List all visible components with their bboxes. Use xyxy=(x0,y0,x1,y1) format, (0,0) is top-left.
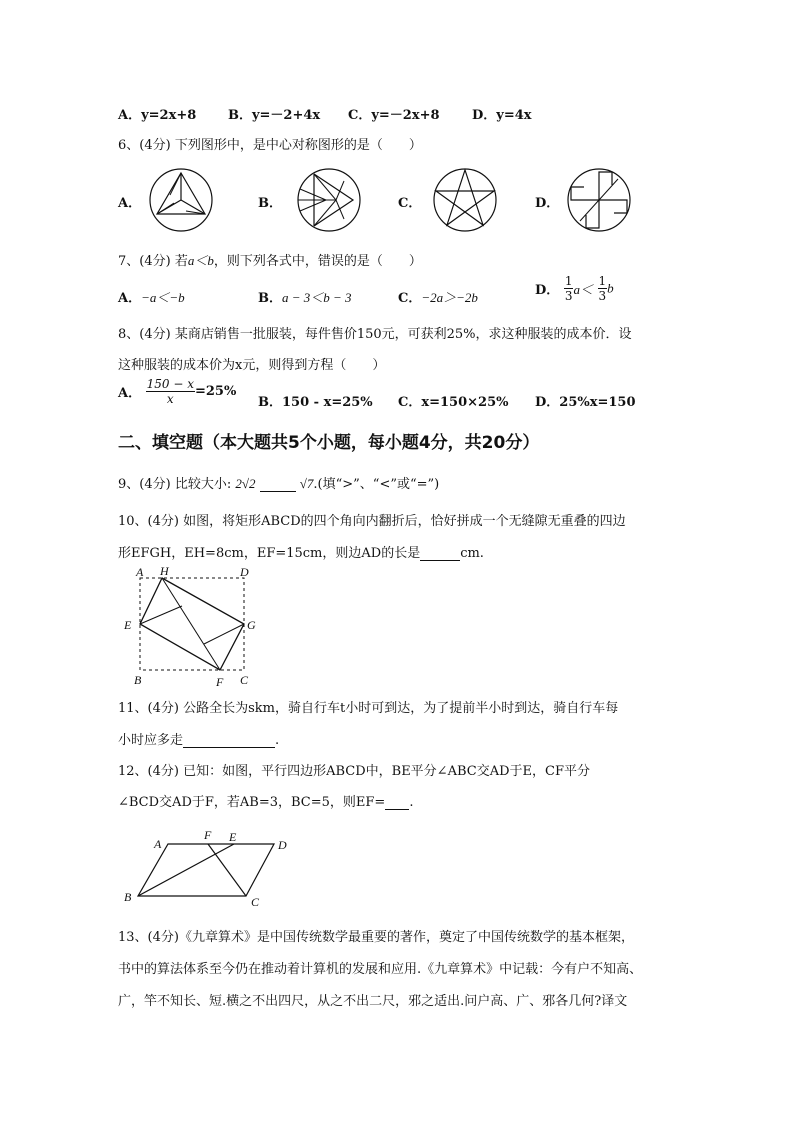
q8-option-d: D．25%x=150 xyxy=(535,395,636,410)
q12-label-b: B xyxy=(124,890,132,904)
q7-stem xyxy=(118,250,422,269)
q12-line-2: ∠BCD交AD于F，若AB=3，BC=5，则EF= . xyxy=(118,795,414,810)
q10-label-f: F xyxy=(216,675,224,689)
q8-option-a: A． $\frac{150 - x}{x}$ =25% xyxy=(118,377,237,406)
q12-label-e: E xyxy=(229,830,237,844)
q12-label-c: C xyxy=(251,895,260,909)
q12-label-d: D xyxy=(278,838,287,852)
q9-right-expr: √7 xyxy=(299,476,314,491)
q6-stem: 6、(4分) 下列图形中，是中心对称图形的是（ ） xyxy=(118,138,422,153)
q7-suffix: ，则下列各式中，错误的是（ ） xyxy=(213,254,422,269)
q6-figure-a xyxy=(148,167,214,233)
q10-label-c: C xyxy=(240,673,249,687)
q6-label-a: A． xyxy=(118,196,142,211)
q10-line-1: 10、(4分) 如图，将矩形ABCD的四个角向内翻折后，恰好拼成一个无缝隙无重叠的四边 xyxy=(118,514,626,529)
q10-label-b: B xyxy=(134,673,142,687)
q10-answer-blank[interactable] xyxy=(420,548,460,561)
q8-line-2: 这种服装的成本价为x元，则得到方程（ ） xyxy=(118,358,386,373)
q10-label-a: A xyxy=(136,565,144,579)
q13-line-3: 广，竿不知长、短.横之不出四尺，从之不出二尺，邪之适出.问户高、广、邪各几何?译文 xyxy=(118,994,628,1009)
q8-option-b: B．150 - x=25% xyxy=(258,395,373,410)
q9-stem: 9、(4分) 比较大小: 2√2 √7.(填“>”、“<”或“=”) xyxy=(118,476,440,492)
q6-label-d: D． xyxy=(535,196,560,211)
q9-answer-blank[interactable] xyxy=(260,479,296,492)
q7-condition: a＜b xyxy=(187,253,214,268)
q11-answer-blank[interactable] xyxy=(183,735,275,748)
q7-option-a: A．−a＜−b xyxy=(118,290,185,306)
q7-option-d: D． $\frac{1}{3}$ a＜ $\frac{1}{3}$ b xyxy=(535,274,614,303)
q6-label-c: C． xyxy=(398,196,422,211)
q12-answer-blank[interactable] xyxy=(385,797,409,810)
q10-label-d: D xyxy=(240,565,249,579)
q10-line-2: 形EFGH，EH=8cm，EF=15cm，则边AD的长是 cm. xyxy=(118,546,484,561)
q10-label-h: H xyxy=(160,564,169,578)
q5-option-d: D．y=4x xyxy=(472,108,532,123)
q12-parallelogram-figure xyxy=(120,826,300,908)
q5-option-b: B．y=－2+4x xyxy=(228,108,321,123)
section-title: 二、填空题（本大题共5个小题，每小题4分，共20分） xyxy=(118,433,540,453)
q6-figure-d xyxy=(566,167,632,233)
q11-line-1: 11、(4分) 公路全长为skm，骑自行车t小时可到达，为了提前半小时到达，骑自行车每 xyxy=(118,701,619,716)
q9-left-expr: 2√2 xyxy=(235,476,256,491)
q10-rectangle-figure xyxy=(122,562,262,690)
q5-option-c: C．y=－2x+8 xyxy=(348,108,440,123)
q13-line-1: 13、(4分)《九章算术》是中国传统数学最重要的著作，奠定了中国传统数学的基本框架， xyxy=(118,930,634,945)
q13-line-2: 书中的算法体系至今仍在推动着计算机的发展和应用.《九章算术》中记载：今有户不知高、 xyxy=(118,962,643,977)
q8-option-c: C．x=150×25% xyxy=(398,395,509,410)
q6-figure-c xyxy=(432,167,498,233)
q6-figure-b xyxy=(296,167,362,233)
q12-label-f: F xyxy=(204,828,212,842)
q7-option-c: C．−2a＞−2b xyxy=(398,290,478,306)
q8-line-1: 8、(4分) 某商店销售一批服装，每件售价150元，可获利25%，求这种服装的成本价．设 xyxy=(118,327,632,342)
q12-line-1: 12、(4分) 已知：如图，平行四边形ABCD中，BE平分∠ABC交AD于E，CF平分 xyxy=(118,764,590,779)
q10-label-g: G xyxy=(247,618,256,632)
q6-label-b: B． xyxy=(258,196,282,211)
q10-label-e: E xyxy=(124,618,132,632)
q12-label-a: A xyxy=(154,837,162,851)
q7-prefix: 7、(4分) 若 xyxy=(118,254,188,269)
q7-option-b: B．a − 3＜b − 3 xyxy=(258,290,352,306)
q11-line-2: 小时应多走 . xyxy=(118,733,280,748)
q5-option-a: A．y=2x+8 xyxy=(118,108,197,123)
